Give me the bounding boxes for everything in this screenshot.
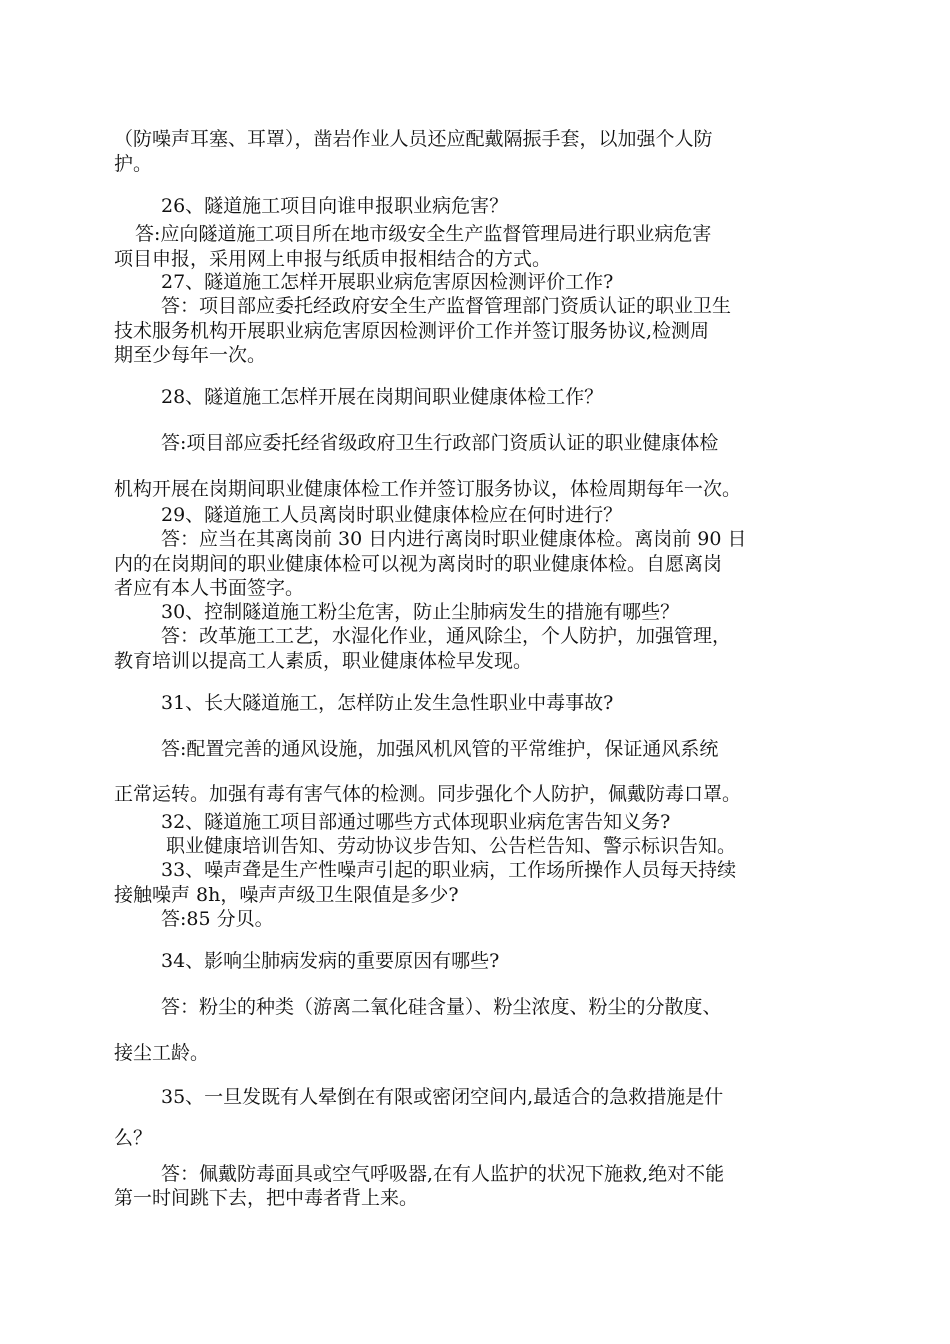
question-34: 34、影响尘肺病发病的重要原因有哪些?	[161, 950, 500, 972]
answer-31: 答:配置完善的通风设施，加强风机风管的平常维护，保证通风系统	[161, 738, 719, 760]
answer-26: 答:应向隧道施工项目所在地市级安全生产监督管理局进行职业病危害	[135, 223, 712, 245]
text-line: 技术服务机构开展职业病危害原因检测评价工作并签订服务协议,检测周	[114, 320, 710, 342]
text-line: 护。	[114, 153, 153, 175]
text-line: 者应有本人书面签字。	[114, 577, 305, 599]
answer-34: 答：粉尘的种类（游离二氧化硅含量）、粉尘浓度、粉尘的分散度、	[161, 996, 722, 1018]
answer-29: 答：应当在其离岗前 30 日内进行离岗时职业健康体检。离岗前 90 日	[161, 528, 747, 550]
question-28: 28、隧道施工怎样开展在岗期间职业健康体检工作？	[161, 386, 604, 408]
answer-27: 答：项目部应委托经政府安全生产监督管理部门资质认证的职业卫生	[161, 295, 732, 317]
text-line: 正常运转。加强有毒有害气体的检测。同步强化个人防护，佩戴防毒口罩。	[114, 783, 742, 805]
text-line: 期至少每年一次。	[114, 344, 267, 366]
text-line: 么？	[114, 1127, 153, 1149]
question-33: 33、噪声聋是生产性噪声引起的职业病，工作场所操作人员每天持续	[161, 859, 737, 881]
question-35: 35、一旦发既有人晕倒在有限或密闭空间内,最适合的急救措施是什	[161, 1086, 724, 1108]
answer-28: 答:项目部应委托经省级政府卫生行政部门资质认证的职业健康体检	[161, 432, 719, 454]
text-line: 接触噪声 8h，噪声声级卫生限值是多少?	[114, 884, 459, 906]
text-line: （防噪声耳塞、耳罩），凿岩作业人员还应配戴隔振手套，以加强个人防	[114, 128, 713, 150]
question-26: 26、隧道施工项目向谁申报职业病危害？	[161, 195, 509, 217]
question-32: 32、隧道施工项目部通过哪些方式体现职业病危害告知义务?	[161, 811, 671, 833]
answer-33: 答:85 分贝。	[161, 908, 274, 930]
answer-30: 答：改革施工工艺，水湿化作业，通风除尘，个人防护，加强管理，	[161, 625, 732, 647]
answer-32: 职业健康培训告知、劳动协议步告知、公告栏告知、警示标识告知。	[166, 835, 737, 857]
text-line: 机构开展在岗期间职业健康体检工作并签订服务协议，体检周期每年一次。	[114, 478, 742, 500]
question-31: 31、长大隧道施工，怎样防止发生急性职业中毒事故?	[161, 692, 614, 714]
text-line: 内的在岗期间的职业健康体检可以视为离岗时的职业健康体检。自愿离岗	[114, 553, 723, 575]
text-line: 项目申报，采用网上申报与纸质申报相结合的方式。	[114, 248, 552, 270]
text-line: 教育培训以提高工人素质，职业健康体检早发现。	[114, 650, 533, 672]
question-27: 27、隧道施工怎样开展职业病危害原因检测评价工作?	[161, 271, 614, 293]
text-line: 第一时间跳下去，把中毒者背上来。	[114, 1187, 419, 1209]
question-29: 29、隧道施工人员离岗时职业健康体检应在何时进行？	[161, 504, 623, 526]
answer-35: 答：佩戴防毒面具或空气呼吸器,在有人监护的状况下施救,绝对不能	[161, 1163, 725, 1185]
text-line: 接尘工龄。	[114, 1042, 210, 1064]
question-30: 30、控制隧道施工粉尘危害，防止尘肺病发生的措施有哪些？	[161, 601, 680, 623]
